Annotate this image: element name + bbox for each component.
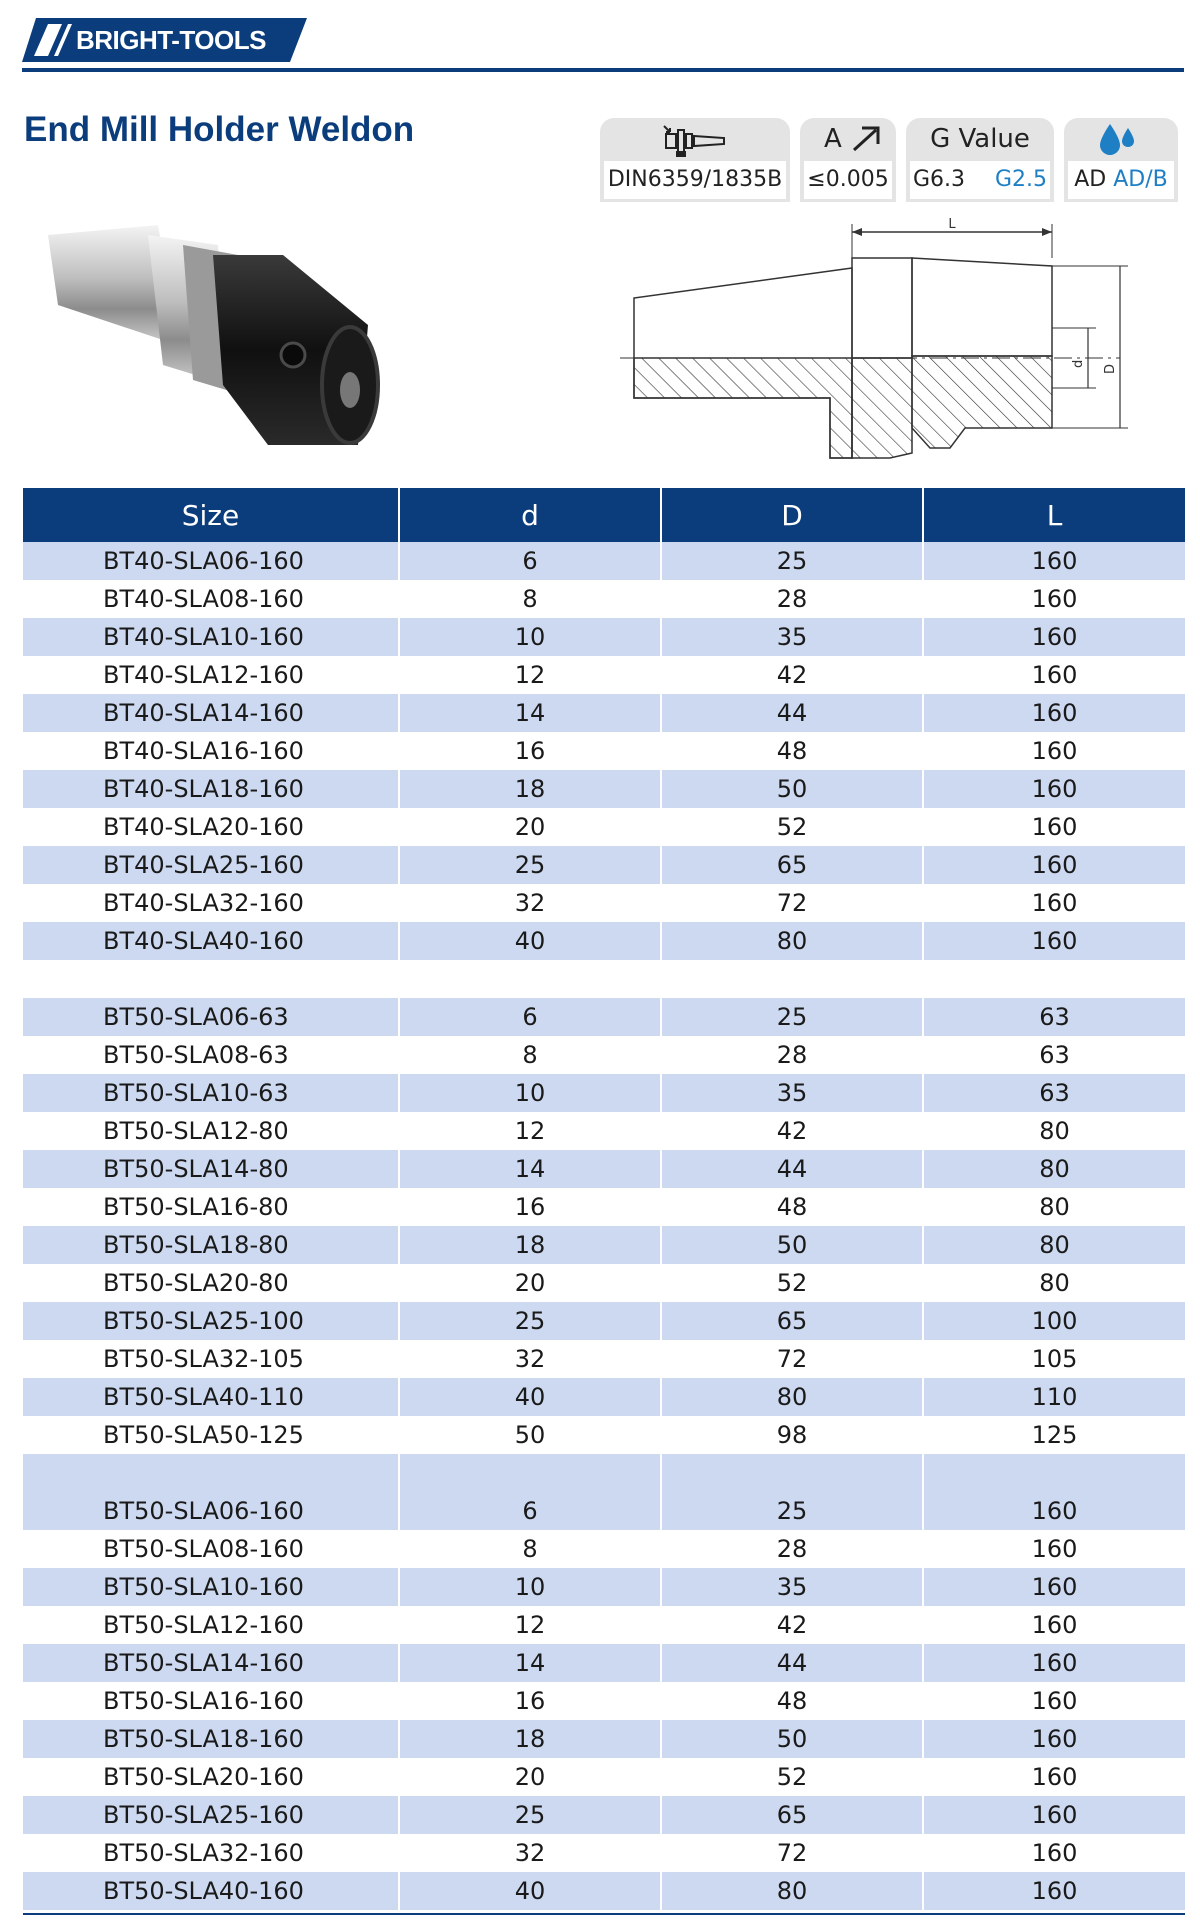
table-body	[23, 542, 1185, 1910]
table-bottom-rule	[23, 1913, 1185, 1915]
size-cell: BT40-SLA10-160	[23, 618, 399, 656]
size-cell: BT40-SLA16-160	[23, 732, 399, 770]
L-cell: 125	[923, 1416, 1185, 1454]
d-cell: 25	[399, 1796, 661, 1834]
D-cell: 80	[661, 922, 923, 960]
D-cell: 44	[661, 694, 923, 732]
table-row	[23, 1150, 1185, 1188]
table-row	[23, 1758, 1185, 1796]
size-cell: BT50-SLA40-160	[23, 1872, 399, 1910]
size-cell: BT50-SLA18-160	[23, 1720, 399, 1758]
d-cell: 40	[399, 1378, 661, 1416]
size-cell: BT50-SLA32-160	[23, 1834, 399, 1872]
d-cell: 6	[399, 1492, 661, 1530]
spec-standard-text: DIN6359/1835B	[604, 161, 786, 199]
table-row	[23, 846, 1185, 884]
spec-runout	[800, 118, 896, 202]
size-cell: BT50-SLA32-105	[23, 1340, 399, 1378]
L-cell: 160	[923, 846, 1185, 884]
header-d: d	[399, 488, 661, 542]
D-cell: 44	[661, 1644, 923, 1682]
table-row	[23, 922, 1185, 960]
d-cell: 12	[399, 1606, 661, 1644]
size-cell: BT50-SLA08-63	[23, 1036, 399, 1074]
d-cell: 50	[399, 1416, 661, 1454]
header-D: D	[661, 488, 923, 542]
table-row	[23, 1682, 1185, 1720]
size-cell: BT50-SLA40-110	[23, 1378, 399, 1416]
size-cell: BT50-SLA08-160	[23, 1530, 399, 1568]
table-row	[23, 1302, 1185, 1340]
d-cell: 18	[399, 1226, 661, 1264]
L-cell: 160	[923, 1606, 1185, 1644]
L-cell: 160	[923, 1682, 1185, 1720]
d-cell: 16	[399, 732, 661, 770]
product-photo	[38, 215, 438, 475]
D-cell: 42	[661, 656, 923, 694]
table-row	[23, 1644, 1185, 1682]
size-cell: BT50-SLA14-80	[23, 1150, 399, 1188]
d-cell: 16	[399, 1188, 661, 1226]
d-cell: 8	[399, 580, 661, 618]
table-row	[23, 1834, 1185, 1872]
table-row	[23, 580, 1185, 618]
spacer-cell	[661, 960, 923, 998]
table-row	[23, 1188, 1185, 1226]
table-row	[23, 884, 1185, 922]
group-spacer-row	[23, 960, 1185, 998]
size-cell: BT50-SLA14-160	[23, 1644, 399, 1682]
d-cell: 40	[399, 1872, 661, 1910]
L-cell: 160	[923, 1530, 1185, 1568]
table-row	[23, 770, 1185, 808]
d-cell: 14	[399, 1150, 661, 1188]
size-cell: BT50-SLA06-160	[23, 1492, 399, 1530]
size-cell: BT40-SLA20-160	[23, 808, 399, 846]
L-cell: 80	[923, 1226, 1185, 1264]
dim-label-d: d	[1071, 359, 1086, 368]
D-cell: 65	[661, 1302, 923, 1340]
D-cell: 52	[661, 1758, 923, 1796]
d-cell: 20	[399, 1264, 661, 1302]
D-cell: 48	[661, 1682, 923, 1720]
D-cell: 72	[661, 1340, 923, 1378]
table-row	[23, 1796, 1185, 1834]
d-cell: 14	[399, 1644, 661, 1682]
d-cell: 16	[399, 1682, 661, 1720]
size-cell: BT50-SLA20-160	[23, 1758, 399, 1796]
spec-runout-text: ≤0.005	[804, 161, 892, 199]
d-cell: 25	[399, 1302, 661, 1340]
D-cell: 80	[661, 1378, 923, 1416]
L-cell: 80	[923, 1150, 1185, 1188]
size-cell: BT40-SLA25-160	[23, 846, 399, 884]
size-cell: BT40-SLA32-160	[23, 884, 399, 922]
L-cell: 110	[923, 1378, 1185, 1416]
technical-drawing	[620, 218, 1140, 478]
L-cell: 100	[923, 1302, 1185, 1340]
spacer-cell	[661, 1454, 923, 1492]
brand-logo	[22, 18, 307, 62]
spec-table	[23, 488, 1185, 1910]
D-cell: 25	[661, 998, 923, 1036]
table-row	[23, 1416, 1185, 1454]
D-cell: 42	[661, 1606, 923, 1644]
balance-value-1: G6.3	[912, 167, 965, 192]
D-cell: 72	[661, 1834, 923, 1872]
d-cell: 6	[399, 542, 661, 580]
group-spacer-row	[23, 1454, 1185, 1492]
header-size: Size	[23, 488, 399, 542]
d-cell: 32	[399, 1834, 661, 1872]
spacer-cell	[399, 1454, 661, 1492]
L-cell: 160	[923, 770, 1185, 808]
D-cell: 35	[661, 618, 923, 656]
d-cell: 12	[399, 1112, 661, 1150]
d-cell: 10	[399, 618, 661, 656]
table-row	[23, 1720, 1185, 1758]
D-cell: 98	[661, 1416, 923, 1454]
table-row	[23, 1378, 1185, 1416]
size-cell: BT50-SLA16-160	[23, 1682, 399, 1720]
dim-label-L: L	[948, 218, 956, 232]
L-cell: 63	[923, 1074, 1185, 1112]
D-cell: 52	[661, 1264, 923, 1302]
L-cell: 160	[923, 542, 1185, 580]
header-rule	[22, 68, 1184, 72]
size-cell: BT50-SLA25-160	[23, 1796, 399, 1834]
L-cell: 160	[923, 694, 1185, 732]
table-row	[23, 1492, 1185, 1530]
d-cell: 25	[399, 846, 661, 884]
d-cell: 6	[399, 998, 661, 1036]
size-cell: BT40-SLA18-160	[23, 770, 399, 808]
size-cell: BT40-SLA06-160	[23, 542, 399, 580]
D-cell: 44	[661, 1150, 923, 1188]
size-cell: BT40-SLA40-160	[23, 922, 399, 960]
size-cell: BT50-SLA18-80	[23, 1226, 399, 1264]
D-cell: 52	[661, 808, 923, 846]
L-cell: 160	[923, 1568, 1185, 1606]
D-cell: 72	[661, 884, 923, 922]
spacer-cell	[923, 960, 1185, 998]
table-row	[23, 618, 1185, 656]
L-cell: 105	[923, 1340, 1185, 1378]
D-cell: 48	[661, 732, 923, 770]
d-cell: 32	[399, 884, 661, 922]
spec-balance	[906, 118, 1054, 202]
L-cell: 160	[923, 1872, 1185, 1910]
L-cell: 160	[923, 618, 1185, 656]
coolant-drops-icon	[1064, 118, 1178, 160]
table-row	[23, 542, 1185, 580]
L-cell: 160	[923, 580, 1185, 618]
L-cell: 80	[923, 1112, 1185, 1150]
d-cell: 18	[399, 770, 661, 808]
size-cell: BT50-SLA10-160	[23, 1568, 399, 1606]
spacer-cell	[399, 960, 661, 998]
D-cell: 42	[661, 1112, 923, 1150]
dim-label-D: D	[1103, 363, 1118, 374]
coolant-value-1: AD	[1074, 167, 1107, 192]
table-row	[23, 656, 1185, 694]
table-row	[23, 732, 1185, 770]
L-cell: 63	[923, 998, 1185, 1036]
D-cell: 48	[661, 1188, 923, 1226]
spec-coolant	[1064, 118, 1178, 202]
d-cell: 10	[399, 1074, 661, 1112]
D-cell: 50	[661, 770, 923, 808]
D-cell: 65	[661, 846, 923, 884]
size-cell: BT40-SLA08-160	[23, 580, 399, 618]
size-cell: BT50-SLA12-160	[23, 1606, 399, 1644]
d-cell: 40	[399, 922, 661, 960]
spacer-cell	[923, 1454, 1185, 1492]
table-row	[23, 1872, 1185, 1910]
L-cell: 80	[923, 1188, 1185, 1226]
D-cell: 80	[661, 1872, 923, 1910]
table-row	[23, 1226, 1185, 1264]
tool-holder-icon	[600, 118, 790, 160]
size-cell: BT50-SLA16-80	[23, 1188, 399, 1226]
L-cell: 63	[923, 1036, 1185, 1074]
table-row	[23, 808, 1185, 846]
d-cell: 20	[399, 808, 661, 846]
D-cell: 28	[661, 580, 923, 618]
table-row	[23, 1074, 1185, 1112]
page-title: End Mill Holder Weldon	[24, 110, 415, 149]
size-cell: BT50-SLA50-125	[23, 1416, 399, 1454]
d-cell: 32	[399, 1340, 661, 1378]
size-cell: BT50-SLA25-100	[23, 1302, 399, 1340]
header-L: L	[923, 488, 1185, 542]
balance-value-2: G2.5	[995, 167, 1048, 192]
L-cell: 160	[923, 808, 1185, 846]
D-cell: 50	[661, 1226, 923, 1264]
table-row	[23, 1264, 1185, 1302]
table-row	[23, 1530, 1185, 1568]
L-cell: 160	[923, 1644, 1185, 1682]
size-cell: BT50-SLA10-63	[23, 1074, 399, 1112]
size-cell: BT40-SLA14-160	[23, 694, 399, 732]
spec-standard	[600, 118, 790, 202]
spacer-cell	[23, 1454, 399, 1492]
D-cell: 28	[661, 1530, 923, 1568]
coolant-value-2: AD/B	[1113, 167, 1168, 192]
D-cell: 25	[661, 542, 923, 580]
L-cell: 160	[923, 1758, 1185, 1796]
L-cell: 160	[923, 1492, 1185, 1530]
d-cell: 18	[399, 1720, 661, 1758]
L-cell: 160	[923, 1834, 1185, 1872]
runout-arrow-icon	[800, 118, 896, 160]
d-cell: 20	[399, 1758, 661, 1796]
size-cell: BT50-SLA12-80	[23, 1112, 399, 1150]
L-cell: 160	[923, 656, 1185, 694]
table-row	[23, 1606, 1185, 1644]
D-cell: 28	[661, 1036, 923, 1074]
L-cell: 160	[923, 922, 1185, 960]
L-cell: 160	[923, 1796, 1185, 1834]
spec-balance-title: G Value	[930, 124, 1030, 154]
L-cell: 80	[923, 1264, 1185, 1302]
table-row	[23, 1568, 1185, 1606]
d-cell: 14	[399, 694, 661, 732]
d-cell: 10	[399, 1568, 661, 1606]
brand-name: BRIGHT-TOOLS	[76, 25, 266, 55]
d-cell: 8	[399, 1530, 661, 1568]
D-cell: 35	[661, 1568, 923, 1606]
D-cell: 25	[661, 1492, 923, 1530]
L-cell: 160	[923, 884, 1185, 922]
d-cell: 8	[399, 1036, 661, 1074]
D-cell: 35	[661, 1074, 923, 1112]
size-cell: BT50-SLA20-80	[23, 1264, 399, 1302]
size-cell: BT50-SLA06-63	[23, 998, 399, 1036]
table-row	[23, 1112, 1185, 1150]
D-cell: 65	[661, 1796, 923, 1834]
L-cell: 160	[923, 732, 1185, 770]
spacer-cell	[23, 960, 399, 998]
table-header-row	[23, 488, 1185, 542]
L-cell: 160	[923, 1720, 1185, 1758]
table-row	[23, 694, 1185, 732]
table-row	[23, 998, 1185, 1036]
runout-symbol: A	[824, 124, 842, 154]
table-row	[23, 1036, 1185, 1074]
size-cell: BT40-SLA12-160	[23, 656, 399, 694]
D-cell: 50	[661, 1720, 923, 1758]
d-cell: 12	[399, 656, 661, 694]
table-row	[23, 1340, 1185, 1378]
